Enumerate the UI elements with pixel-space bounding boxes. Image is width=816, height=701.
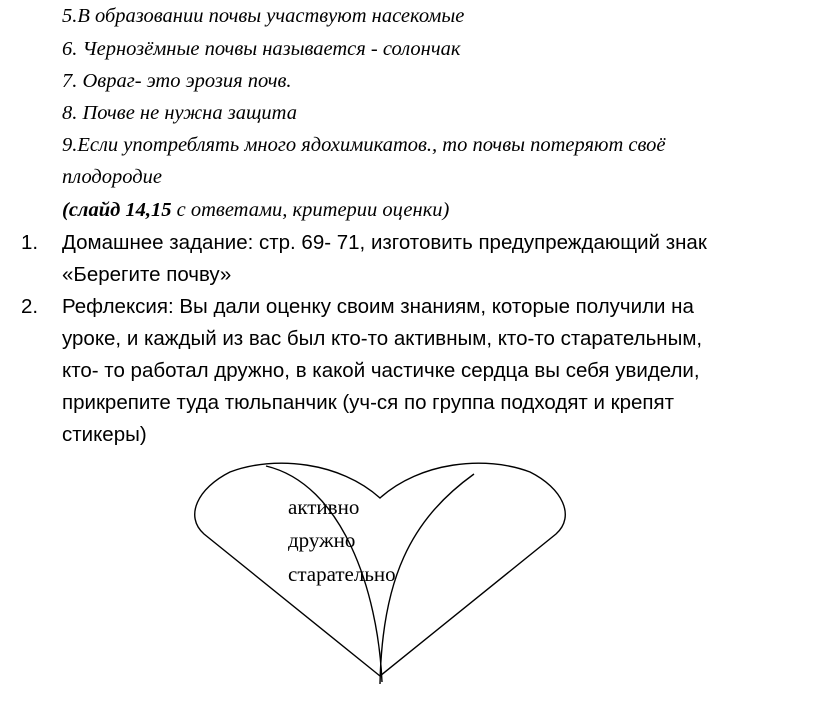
list-item-1-line-1: Домашнее задание: стр. 69- 71, изготовить предупреждающий знак <box>62 231 707 254</box>
statement-7: 7. Овраг- это эрозия почв. <box>62 70 292 92</box>
list-item-1-line-2: «Берегите почву» <box>62 263 232 286</box>
list-item-2-line-2: уроке, и каждый из вас был кто-то активным, кто-то старательным, <box>62 327 703 350</box>
statement-9-continued: плодородие <box>62 166 162 188</box>
heart-label-active: активно <box>288 495 360 519</box>
list-item-2-number: 2. <box>21 295 39 318</box>
list-item-2-line-1: Рефлексия: Вы дали оценку своим знаниям, которые получили на <box>62 295 694 318</box>
slide-note-bold: слайд 14,15 <box>68 199 172 221</box>
slide-note-open: ( <box>62 199 69 221</box>
heart-label-friendly: дружно <box>288 528 356 552</box>
statement-6: 6. Чернозёмные почвы называется - солончак <box>62 38 461 60</box>
list-item-1-number: 1. <box>21 231 39 254</box>
list-item-2-line-5: стикеры) <box>62 423 147 446</box>
statement-9: 9.Если употреблять много ядохимикатов., то почвы потеряют своё <box>62 134 666 156</box>
list-item-2-line-4: прикрепите туда тюльпанчик (уч-ся по группа подходят и крепят <box>62 391 675 414</box>
statement-8: 8. Почве не нужна защита <box>62 102 297 124</box>
statement-5: 5.В образовании почвы участвуют насекомые <box>62 5 465 27</box>
slide-note-rest: с ответами, критерии оценки) <box>171 199 450 221</box>
heart-label-diligent: старательно <box>288 562 396 586</box>
list-item-2-line-3: кто- то работал дружно, в какой частичке сердца вы себя увидели, <box>62 359 700 382</box>
